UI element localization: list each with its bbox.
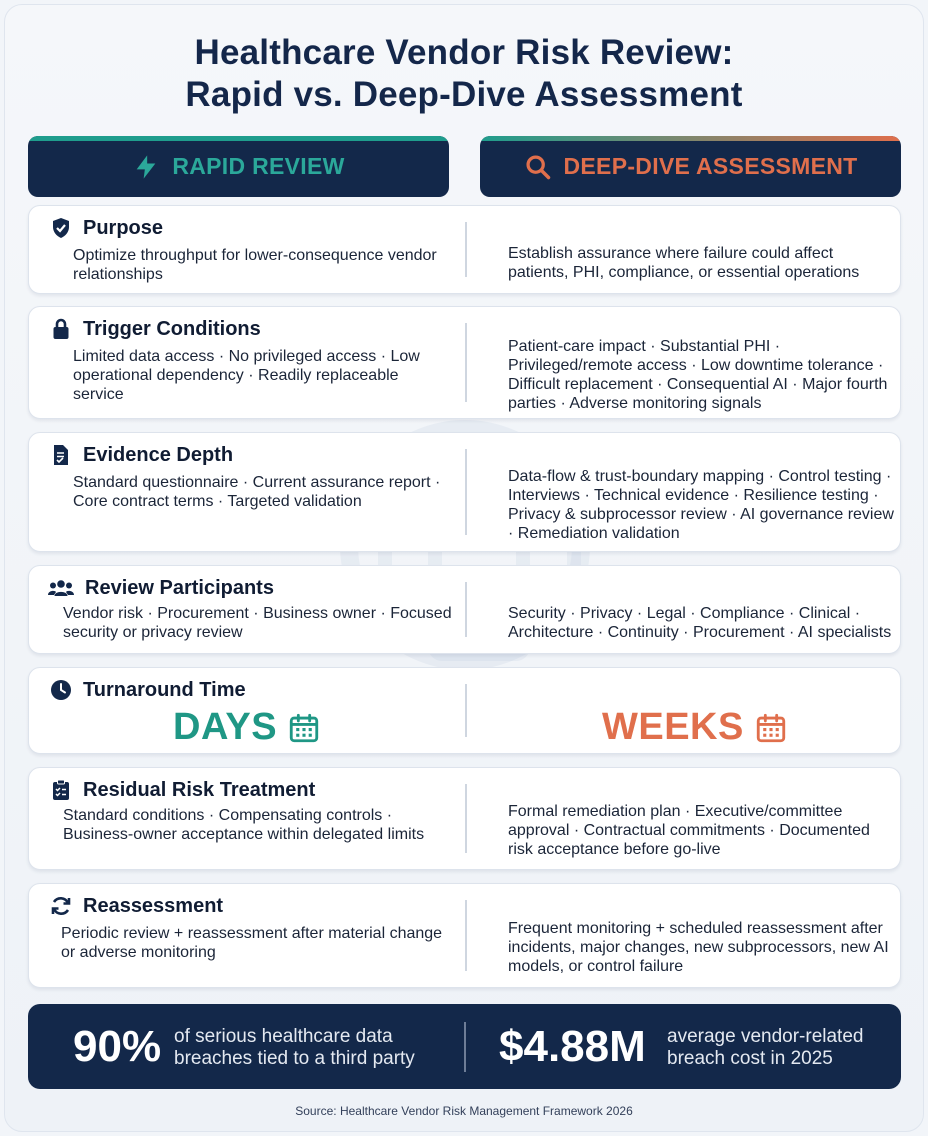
weeks-text: WEEKS <box>602 706 744 748</box>
days-text: DAYS <box>173 706 278 748</box>
document-check-icon <box>49 443 73 467</box>
clock-icon <box>49 678 73 702</box>
calendar-icon <box>754 711 788 745</box>
calendar-icon <box>287 711 321 745</box>
turnaround-rapid-value <box>173 706 321 749</box>
reassessment-row <box>28 883 901 988</box>
column-divider <box>465 222 467 277</box>
header-accent-stripe <box>480 136 901 141</box>
trigger-rapid-text: Limited data access · No privileged access · Low operational dependency · Readily replaceable service <box>73 348 420 403</box>
column-divider <box>465 449 467 535</box>
evidence-depth-label: Evidence Depth <box>83 443 234 466</box>
column-divider <box>465 323 467 402</box>
evidence-depth-heading <box>49 443 233 467</box>
turnaround-time-row <box>28 667 901 754</box>
column-divider <box>465 582 467 637</box>
people-group-icon <box>47 576 75 600</box>
header-accent-stripe <box>28 136 449 141</box>
page-title <box>0 32 928 116</box>
shield-check-icon <box>49 216 73 240</box>
trigger-conditions-label: Trigger Conditions <box>83 317 261 340</box>
reassessment-heading <box>49 894 223 918</box>
rapid-review-header <box>28 136 449 197</box>
turnaround-time-heading <box>49 678 246 702</box>
trigger-conditions-row <box>28 306 901 419</box>
residual-risk-heading <box>49 778 315 802</box>
reassessment-rapid-text: Periodic review + reassessment after material change or adverse monitoring <box>61 925 443 961</box>
residual-deep-text: Formal remediation plan · Executive/committee approval · Contractual commitments · Documented risk acceptance before go-live <box>508 803 870 858</box>
residual-risk-label: Residual Risk Treatment <box>83 778 316 801</box>
column-divider <box>465 684 467 737</box>
purpose-deep-text: Establish assurance where failure could affect patients, PHI, compliance, or essential operations <box>508 245 860 281</box>
breach-cost-description <box>667 1026 863 1070</box>
column-divider <box>465 900 467 971</box>
purpose-label: Purpose <box>83 216 164 239</box>
breach-cost-stat: $4.88M <box>499 1022 646 1071</box>
lightning-icon <box>132 153 160 181</box>
review-participants-row <box>28 565 901 654</box>
title-line-1: Healthcare Vendor Risk Review: <box>194 33 734 72</box>
review-participants-label: Review Participants <box>85 576 274 599</box>
statistics-banner <box>28 1004 901 1089</box>
purpose-row <box>28 205 901 294</box>
deep-dive-header <box>480 136 901 197</box>
third-party-breach-description <box>174 1026 415 1070</box>
source-citation: Source: Healthcare Vendor Risk Management Framework 2026 <box>295 1104 633 1118</box>
column-divider <box>465 784 467 853</box>
turnaround-time-label: Turnaround Time <box>83 678 246 701</box>
turnaround-deep-value <box>602 706 788 749</box>
participants-deep-text: Security · Privacy · Legal · Compliance · Clinical · Architecture · Continuity · Procurement · AI specialists <box>508 605 892 641</box>
rapid-review-label: RAPID REVIEW <box>172 153 345 179</box>
residual-rapid-text: Standard conditions · Compensating controls · Business-owner acceptance within delegated limits <box>63 807 425 843</box>
lock-icon <box>49 317 73 341</box>
stat-desc-line: breaches tied to a third party <box>174 1048 415 1069</box>
stat-desc-line: of serious healthcare data <box>174 1026 393 1047</box>
deep-dive-label: DEEP-DIVE ASSESSMENT <box>563 153 858 179</box>
participants-rapid-text: Vendor risk · Procurement · Business owner · Focused security or privacy review <box>63 605 452 641</box>
residual-risk-row <box>28 767 901 870</box>
purpose-heading <box>49 216 163 240</box>
reassessment-deep-text: Frequent monitoring + scheduled reassessment after incidents, major changes, new subprocessors, new AI models, or control failure <box>508 920 889 975</box>
evidence-deep-text: Data-flow & trust-boundary mapping · Control testing · Interviews · Technical evidence · Resilience testing · Privacy & subprocessor review · AI governance review · Remediation validation <box>508 468 894 542</box>
third-party-breach-stat: 90% <box>73 1022 162 1071</box>
review-participants-heading <box>47 576 274 600</box>
magnifier-icon <box>524 153 552 181</box>
refresh-icon <box>49 894 73 918</box>
purpose-rapid-text: Optimize throughput for lower-consequence vendor relationships <box>73 247 437 283</box>
stat-desc-line: breach cost in 2025 <box>667 1048 833 1069</box>
clipboard-check-icon <box>49 778 73 802</box>
trigger-deep-text: Patient-care impact · Substantial PHI · Privileged/remote access · Low downtime tolerance · Difficult replacement · Consequential AI · Major fourth parties · Adverse monitoring signals <box>508 338 888 412</box>
evidence-depth-row <box>28 432 901 552</box>
stats-divider <box>464 1022 466 1072</box>
trigger-conditions-heading <box>49 317 261 341</box>
stat-desc-line: average vendor-related <box>667 1026 864 1047</box>
evidence-rapid-text: Standard questionnaire · Current assurance report · Core contract terms · Targeted validation <box>73 474 441 510</box>
reassessment-label: Reassessment <box>83 894 224 917</box>
title-line-2: Rapid vs. Deep-Dive Assessment <box>185 75 743 114</box>
